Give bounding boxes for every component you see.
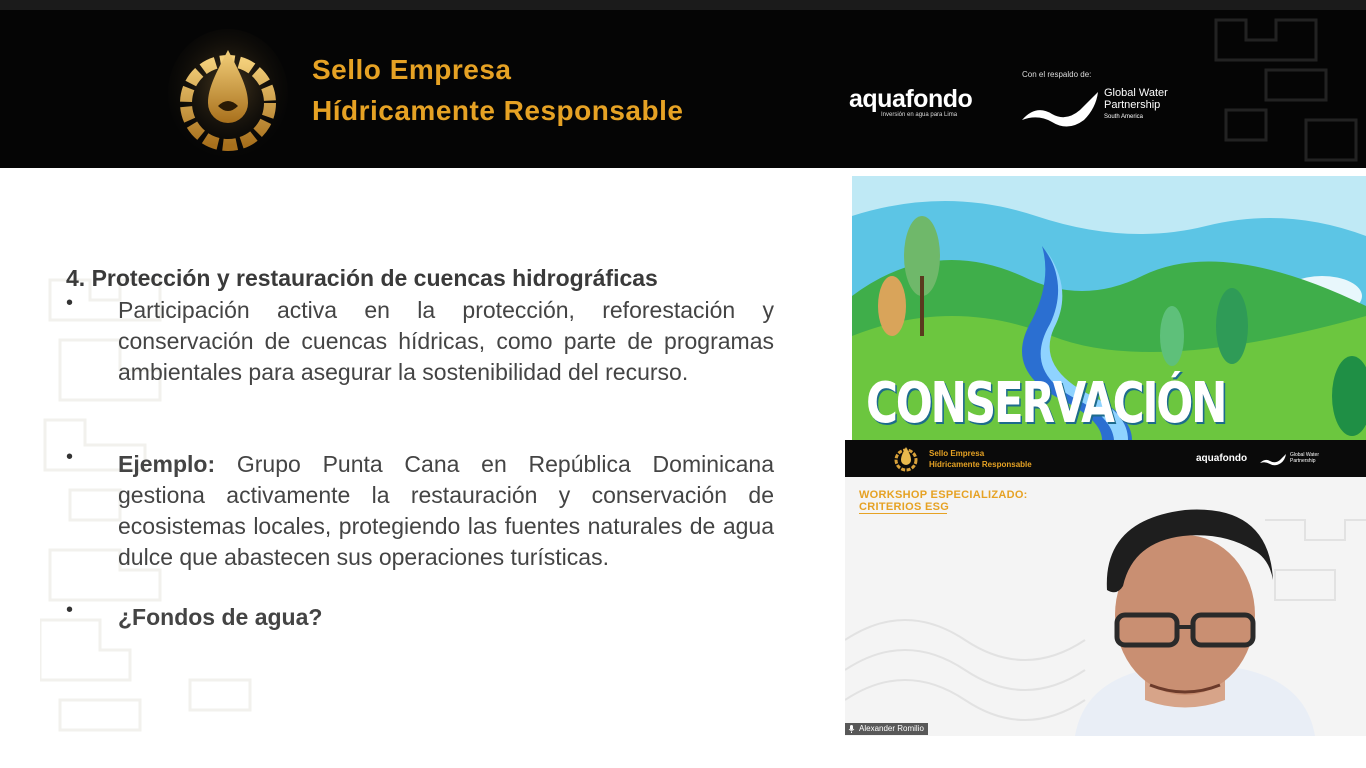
aquafondo-wordmark: aquafondo [849,85,973,113]
conservation-label: CONSERVACIÓN [866,371,1226,436]
mini-gwp-logo [1259,452,1287,466]
water-drop-seal-logo [168,28,288,158]
mini-title-line2: Hídricamente Responsable [929,460,1032,469]
header-banner [0,10,1366,168]
mini-aquafondo: aquafondo [1196,453,1248,464]
conservation-illustration [852,176,1366,440]
workshop-title-line2: CRITERIOS ESG [859,501,950,513]
global-water-partnership-logo [1020,84,1102,132]
gwp-line3: South America [1104,114,1144,120]
gwp-line2: Partnership [1104,99,1161,111]
participant-video-feed[interactable] [845,440,1366,736]
banner-title-line1: Sello Empresa [312,54,512,85]
gwp-text [1104,87,1168,123]
participant-name-tag [845,723,928,735]
banner-title-line2: Hídricamente Responsable [312,95,684,126]
mini-title-line1: Sello Empresa [929,449,985,458]
gwp-line1: Global Water [1104,87,1168,99]
bullet-ejemplo-lead: Ejemplo: [118,451,216,477]
support-label: Con el respaldo de: [1022,70,1092,79]
top-strip [0,0,1366,10]
participant-person [1015,495,1366,736]
banner-pattern [1206,10,1366,168]
workshop-title-line1: WORKSHOP ESPECIALIZADO: [859,489,1028,501]
slide-heading: 4. Protección y restauración de cuencas hidrográficas [66,265,658,291]
mini-gwp-line2: Partnership [1290,458,1316,464]
bullet-participacion: Participación activa en la protección, reforestación y conservación de cuencas hídricas, como parte de programas ambientales para asegurar la sostenibilidad del recurso. [118,297,774,385]
bullet-glyph: • [66,599,74,621]
bullet-glyph: • [66,292,74,314]
participant-name: Alexander Romilio [859,724,924,733]
workshop-underline [859,513,947,514]
mini-seal-logo [893,444,919,472]
aquafondo-tagline: Inversión en agua para Lima [881,112,958,118]
bullet-ejemplo-text: Grupo Punta Cana en República Dominicana gestiona activamente la restauración y conservación de ecosistemas locales, protegiendo las fuentes naturales de agua dulce que abastecen sus operaciones turísticas. [118,451,774,570]
bullet-fondos-agua: ¿Fondos de agua? [118,604,323,630]
bullet-glyph: • [66,446,74,468]
video-mini-banner [845,440,1366,477]
mini-gwp-line1: Global Water [1290,452,1319,458]
aquafondo-logo [849,86,972,118]
mini-gwp-text [1290,452,1319,464]
microphone-icon [848,725,855,733]
bullet-ejemplo [118,449,774,573]
